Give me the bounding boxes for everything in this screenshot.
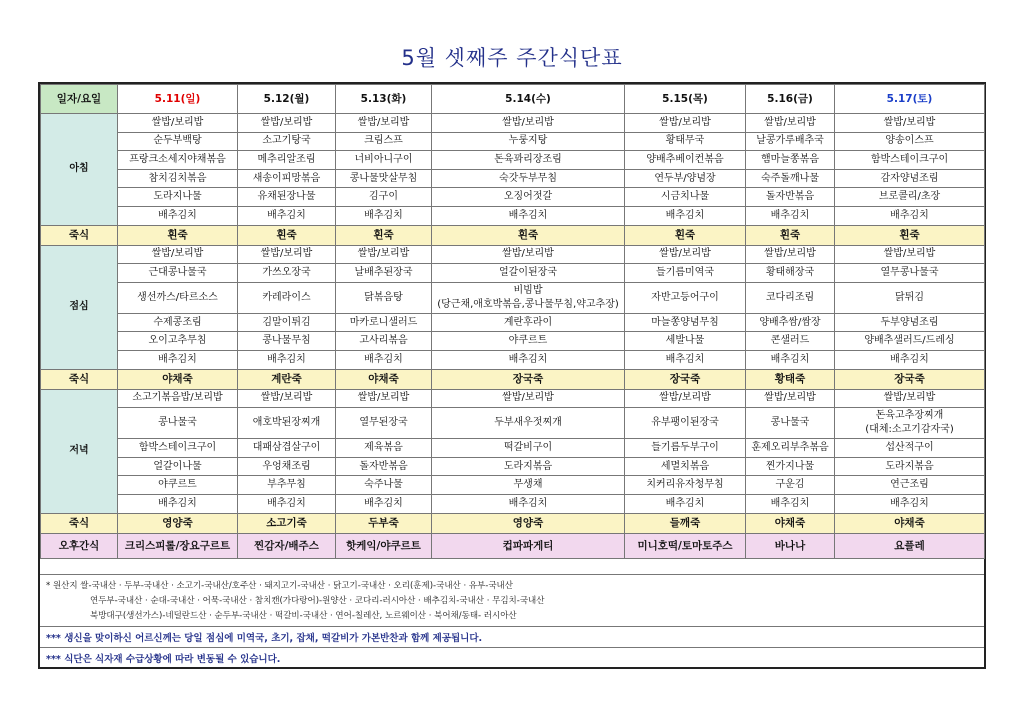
menu-cell: 들기름미역국 <box>625 264 746 283</box>
porridge-row <box>41 513 985 533</box>
porridge-cell: 흰죽 <box>835 225 985 245</box>
menu-cell: 계란후라이 <box>432 313 625 332</box>
table-row <box>41 151 985 170</box>
menu-cell: 마늘쫑양념무침 <box>625 313 746 332</box>
menu-cell: 양배추베이컨볶음 <box>625 151 746 170</box>
menu-cell: 쌀밥/보리밥 <box>835 389 985 408</box>
menu-cell: 쌀밥/보리밥 <box>835 114 985 133</box>
menu-cell: 쌀밥/보리밥 <box>432 114 625 133</box>
menu-cell: 쌀밥/보리밥 <box>336 114 432 133</box>
menu-cell: 대패삼겹살구이 <box>238 439 336 458</box>
porridge-cell: 야채죽 <box>835 513 985 533</box>
menu-cell: 쌀밥/보리밥 <box>835 245 985 264</box>
table-row <box>41 439 985 458</box>
menu-cell: 배추김치 <box>625 494 746 513</box>
menu-cell: 날배추된장국 <box>336 264 432 283</box>
menu-cell: 양송이스프 <box>835 132 985 151</box>
menu-cell: 배추김치 <box>746 350 835 369</box>
snack-cell: 미니호떡/토마토주스 <box>625 533 746 558</box>
day-header: 5.16(금) <box>746 85 835 114</box>
menu-cell: 쌀밥/보리밥 <box>118 114 238 133</box>
menu-cell: 숙주돌깨나물 <box>746 169 835 188</box>
menu-cell: 야쿠르트 <box>118 476 238 495</box>
menu-cell: 무생채 <box>432 476 625 495</box>
menu-cell: 소고기탕국 <box>238 132 336 151</box>
menu-cell: 숙갓두부무침 <box>432 169 625 188</box>
snack-cell: 요플레 <box>835 533 985 558</box>
menu-cell: 쌀밥/보리밥 <box>625 245 746 264</box>
menu-cell: 얼갈이된장국 <box>432 264 625 283</box>
menu-cell: 함박스테이크구이 <box>835 151 985 170</box>
menu-cell: 자반고등어구이 <box>625 282 746 313</box>
menu-cell: 근대콩나물국 <box>118 264 238 283</box>
menu-cell: 카레라이스 <box>238 282 336 313</box>
menu-cell: 쌀밥/보리밥 <box>336 245 432 264</box>
snack-cell: 크리스피롤/장요구르트 <box>118 533 238 558</box>
menu-cell: 함박스테이크구이 <box>118 439 238 458</box>
table-row <box>41 206 985 225</box>
menu-cell: 돌자반볶음 <box>746 188 835 207</box>
menu-cell: 두부양념조림 <box>835 313 985 332</box>
menu-cell: 쌀밥/보리밥 <box>625 389 746 408</box>
menu-cell: 소고기볶음밥/보리밥 <box>118 389 238 408</box>
day-header: 5.17(토) <box>835 85 985 114</box>
table-row <box>41 114 985 133</box>
menu-cell: 양배추쌈/쌈장 <box>746 313 835 332</box>
menu-cell: 배추김치 <box>746 206 835 225</box>
menu-cell: 프랑크소세지야채볶음 <box>118 151 238 170</box>
origin-line: 북방대구(생선가스)-네덜란드산 · 순두부-국내산 · 떡갈비-국내산 · 연어-칠레산, 노르웨이산 · 북어채/동태- 러시아산 <box>90 611 517 621</box>
porridge-cell: 야채죽 <box>336 369 432 389</box>
menu-cell: 우엉채조림 <box>238 457 336 476</box>
menu-cell: 김구이 <box>336 188 432 207</box>
menu-cell: 훈제오리부추볶음 <box>746 439 835 458</box>
header-row <box>41 85 985 114</box>
snack-cell: 찐감자/배주스 <box>238 533 336 558</box>
menu-cell: 마카로니샐러드 <box>336 313 432 332</box>
menu-cell: 유채된장나물 <box>238 188 336 207</box>
menu-cell: 도라지볶음 <box>835 457 985 476</box>
porridge-cell: 황태죽 <box>746 369 835 389</box>
menu-cell: 들기름두부구이 <box>625 439 746 458</box>
menu-cell: 고사리볶음 <box>336 332 432 351</box>
menu-cell: 배추김치 <box>118 494 238 513</box>
menu-cell: 배추김치 <box>238 494 336 513</box>
porridge-cell: 영양죽 <box>118 513 238 533</box>
menu-cell: 쌀밥/보리밥 <box>746 245 835 264</box>
porridge-row <box>41 369 985 389</box>
menu-cell: 쌀밥/보리밥 <box>238 114 336 133</box>
lunch-label: 점심 <box>41 245 118 369</box>
table-row <box>41 264 985 283</box>
menu-cell: 배추김치 <box>432 494 625 513</box>
menu-cell: 섭산적구이 <box>835 439 985 458</box>
origin-notes <box>40 574 984 627</box>
menu-cell: 브로콜리/초장 <box>835 188 985 207</box>
breakfast-label: 아침 <box>41 114 118 226</box>
menu-cell: 배추김치 <box>238 350 336 369</box>
day-header: 5.14(수) <box>432 85 625 114</box>
origin-line: 연두부-국내산 · 순대-국내산 · 어묵-국내산 · 참치캔(가다랑어)-원양산 · 코다리-러시아산 · 배추김치-국내산 · 무김치-국내산 <box>90 596 545 606</box>
porridge-cell: 흰죽 <box>746 225 835 245</box>
menu-cell: 콩나물무침 <box>238 332 336 351</box>
menu-cell: 누룽지탕 <box>432 132 625 151</box>
porridge-cell: 장국죽 <box>835 369 985 389</box>
porridge-cell: 장국죽 <box>432 369 625 389</box>
table-row <box>41 282 985 313</box>
menu-cell: 닭튀김 <box>835 282 985 313</box>
menu-cell: 감자양념조림 <box>835 169 985 188</box>
table-row <box>41 245 985 264</box>
menu-cell: 얼갈이나물 <box>118 457 238 476</box>
table-row <box>41 408 985 439</box>
snack-cell: 바나나 <box>746 533 835 558</box>
change-notice: *** 식단은 식자재 수급상황에 따라 변동될 수 있습니다. <box>46 654 281 665</box>
menu-cell: 배추김치 <box>835 350 985 369</box>
table-row <box>41 389 985 408</box>
menu-cell: 오징어젓갈 <box>432 188 625 207</box>
menu-cell: 숙주나물 <box>336 476 432 495</box>
porridge-label: 죽식 <box>41 513 118 533</box>
menu-cell: 쌀밥/보리밥 <box>746 114 835 133</box>
menu-cell: 시금치나물 <box>625 188 746 207</box>
table-row <box>41 132 985 151</box>
menu-cell: 새송이피망볶음 <box>238 169 336 188</box>
snack-label: 오후간식 <box>41 533 118 558</box>
day-header: 5.13(화) <box>336 85 432 114</box>
menu-cell: 세발나물 <box>625 332 746 351</box>
menu-cell: 떡갈비구이 <box>432 439 625 458</box>
menu-cell: 쌀밥/보리밥 <box>336 389 432 408</box>
menu-cell: 가쓰오장국 <box>238 264 336 283</box>
menu-cell: 구운김 <box>746 476 835 495</box>
menu-cell: 배추김치 <box>336 350 432 369</box>
porridge-cell: 두부죽 <box>336 513 432 533</box>
porridge-cell: 소고기죽 <box>238 513 336 533</box>
menu-cell: 생선까스/타르소스 <box>118 282 238 313</box>
menu-cell: 열무콩나물국 <box>835 264 985 283</box>
menu-cell: 배추김치 <box>118 206 238 225</box>
menu-cell: 도라지볶음 <box>432 457 625 476</box>
menu-cell: 닭볶음탕 <box>336 282 432 313</box>
menu-cell: 쌀밥/보리밥 <box>746 389 835 408</box>
menu-cell: 배추김치 <box>118 350 238 369</box>
snack-row <box>41 533 985 558</box>
menu-cell: 너비아니구이 <box>336 151 432 170</box>
porridge-row <box>41 225 985 245</box>
porridge-cell: 흰죽 <box>238 225 336 245</box>
menu-cell: 유부팽이된장국 <box>625 408 746 439</box>
page-title: 5월 셋째주 주간식단표 <box>401 46 623 70</box>
menu-cell: 돌자반볶음 <box>336 457 432 476</box>
porridge-cell: 흰죽 <box>432 225 625 245</box>
day-header: 5.15(목) <box>625 85 746 114</box>
menu-cell: 비빔밥 (당근채,애호박볶음,콩나물무침,약고추장) <box>432 282 625 313</box>
porridge-cell: 영양죽 <box>432 513 625 533</box>
menu-cell: 제육볶음 <box>336 439 432 458</box>
day-header: 5.11(일) <box>118 85 238 114</box>
table-row <box>41 457 985 476</box>
snack-cell: 컵파파게티 <box>432 533 625 558</box>
menu-cell: 애호박된장찌개 <box>238 408 336 439</box>
menu-cell: 쌀밥/보리밥 <box>625 114 746 133</box>
menu-cell: 배추김치 <box>835 494 985 513</box>
menu-cell: 크림스프 <box>336 132 432 151</box>
porridge-label: 죽식 <box>41 225 118 245</box>
menu-cell: 코다리조림 <box>746 282 835 313</box>
table-row <box>41 332 985 351</box>
menu-cell: 돈육고추장찌개 (대체:소고기감자국) <box>835 408 985 439</box>
menu-cell: 순두부백탕 <box>118 132 238 151</box>
menu-cell: 김말이튀김 <box>238 313 336 332</box>
menu-cell: 야쿠르트 <box>432 332 625 351</box>
porridge-cell: 흰죽 <box>625 225 746 245</box>
menu-cell: 쌀밥/보리밥 <box>238 245 336 264</box>
menu-cell: 배추김치 <box>625 206 746 225</box>
menu-cell: 햄마늘쫑볶음 <box>746 151 835 170</box>
porridge-cell: 계란죽 <box>238 369 336 389</box>
menu-cell: 배추김치 <box>746 494 835 513</box>
table-row <box>41 188 985 207</box>
origin-line: * 원산지 쌀-국내산 · 두부-국내산 · 소고기-국내산/호주산 · 돼지고기-국내산 · 닭고기-국내산 · 오리(훈제)-국내산 · 유부-국내산 <box>46 581 513 591</box>
dinner-label: 저녁 <box>41 389 118 513</box>
menu-cell: 배추김치 <box>835 206 985 225</box>
table-row <box>41 476 985 495</box>
menu-cell: 황태무국 <box>625 132 746 151</box>
menu-cell: 배추김치 <box>336 494 432 513</box>
menu-frame <box>38 82 986 669</box>
menu-cell: 참치김치볶음 <box>118 169 238 188</box>
porridge-cell: 야채죽 <box>746 513 835 533</box>
menu-cell: 쌀밥/보리밥 <box>238 389 336 408</box>
porridge-label: 죽식 <box>41 369 118 389</box>
porridge-cell: 흰죽 <box>336 225 432 245</box>
menu-cell: 콘샐러드 <box>746 332 835 351</box>
menu-cell: 배추김치 <box>625 350 746 369</box>
menu-cell: 쌀밥/보리밥 <box>432 389 625 408</box>
menu-cell: 콩나물맛살무침 <box>336 169 432 188</box>
menu-cell: 콩나물국 <box>746 408 835 439</box>
menu-cell: 쌀밥/보리밥 <box>118 245 238 264</box>
birthday-note: *** 생신을 맞이하신 어르신께는 당일 점심에 미역국, 초기, 잡채, 떡갈비가 가본반찬과 함께 제공됩니다. <box>40 627 984 648</box>
porridge-cell: 장국죽 <box>625 369 746 389</box>
porridge-cell: 야채죽 <box>118 369 238 389</box>
menu-cell: 배추김치 <box>432 206 625 225</box>
menu-cell: 양배추샐러드/드레싱 <box>835 332 985 351</box>
menu-cell: 쌀밥/보리밥 <box>432 245 625 264</box>
menu-cell: 도라지나물 <box>118 188 238 207</box>
menu-cell: 두부새우젓찌개 <box>432 408 625 439</box>
menu-cell: 배추김치 <box>336 206 432 225</box>
menu-cell: 돈육꽈리장조림 <box>432 151 625 170</box>
menu-cell: 치커리유자청무침 <box>625 476 746 495</box>
menu-cell: 부추무침 <box>238 476 336 495</box>
table-row <box>41 494 985 513</box>
porridge-cell: 들깨죽 <box>625 513 746 533</box>
menu-cell: 찐가지나물 <box>746 457 835 476</box>
menu-cell: 수제콩조림 <box>118 313 238 332</box>
menu-cell: 연두부/양념장 <box>625 169 746 188</box>
menu-cell: 콩나물국 <box>118 408 238 439</box>
table-row <box>41 350 985 369</box>
snack-cell: 핫케익/야쿠르트 <box>336 533 432 558</box>
menu-cell: 세멸치볶음 <box>625 457 746 476</box>
menu-cell: 열무된장국 <box>336 408 432 439</box>
weekly-menu-table <box>40 84 985 559</box>
menu-cell: 황태해장국 <box>746 264 835 283</box>
table-row <box>41 169 985 188</box>
table-row <box>41 313 985 332</box>
menu-cell: 오이고추무침 <box>118 332 238 351</box>
menu-cell: 배추김치 <box>238 206 336 225</box>
menu-cell: 배추김치 <box>432 350 625 369</box>
day-header: 5.12(월) <box>238 85 336 114</box>
menu-cell: 메추리알조림 <box>238 151 336 170</box>
porridge-cell: 흰죽 <box>118 225 238 245</box>
menu-cell: 날콩가루배추국 <box>746 132 835 151</box>
menu-cell: 연근조림 <box>835 476 985 495</box>
date-day-header: 일자/요일 <box>41 85 118 114</box>
